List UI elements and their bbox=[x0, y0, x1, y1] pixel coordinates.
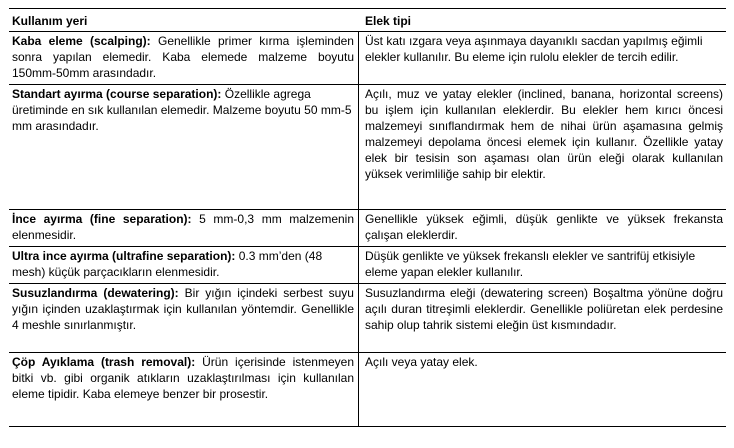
usage-cell bbox=[9, 32, 359, 84]
usage-desc: Genellikle primer kırma işleminden sonra yapılan elemedir. Kaba elemede malzeme boyutu 150mm-50mm arasındadır. bbox=[12, 34, 354, 80]
usage-term: Çöp Ayıklama (trash removal): bbox=[12, 355, 196, 369]
table-row bbox=[9, 284, 726, 353]
usage-desc: 5 mm-0,3 mm malzemenin elenmesidir. bbox=[12, 212, 355, 242]
usage-desc: Ürün içerisinde istenmeyen bitki vb. gibi organik atıkların uzaklaştırılması için kullanılan eleme tipidir. Kaba elemeye benzer bir prosestir. bbox=[12, 355, 354, 401]
usage-cell bbox=[9, 353, 359, 426]
sieve-cell: Açılı veya yatay elek. bbox=[365, 355, 478, 369]
usage-desc: Özellikle agrega üretiminde en sık kullanılan elemedir. Malzeme boyutu 50 mm-5 mm arasındadır. bbox=[12, 87, 352, 133]
usage-cell bbox=[9, 85, 359, 209]
table-row bbox=[9, 353, 726, 427]
table-row bbox=[9, 85, 726, 210]
usage-term: Kaba eleme (scalping): bbox=[12, 34, 151, 48]
usage-desc: 0.3 mm’den (48 mesh) küçük parçacıkların elenmesidir. bbox=[12, 249, 323, 279]
sieve-cell: Genellikle yüksek eğimli, düşük genlikte ve yüksek frekansta çalışan eleklerdir. bbox=[365, 212, 723, 242]
sieve-cell: Düşük genlikte ve yüksek frekanslı elekler ve santrifüj etkisiyle eleme yapan elekler kullanılır. bbox=[365, 249, 696, 279]
usage-term: Standart ayırma (course separation): bbox=[12, 87, 222, 101]
usage-cell bbox=[9, 247, 359, 283]
usage-desc: Bir yığın içindeki serbest suyu yığın içinden uzaklaştırmak için kullanılan yöntemdir. Genellikle 4 meshle sınırlanmıştır. bbox=[12, 286, 354, 332]
table-row bbox=[9, 32, 726, 85]
usage-cell bbox=[9, 210, 359, 246]
usage-cell bbox=[9, 284, 359, 352]
sieve-cell: Susuzlandırma eleği (dewatering screen) Boşaltma yönüne doğru açılı duran titreşimli eleklerdir. Genellikle poliüretan elek perdesine sahip olup tahrik sistemi eleğin üst kısmındadır. bbox=[365, 286, 723, 332]
sieve-usage-table bbox=[9, 8, 726, 427]
table-row bbox=[9, 210, 726, 247]
sieve-cell: Üst katı ızgara veya aşınmaya dayanıklı sacdan yapılmış eğimli elekler kullanılır. Bu eleme için rulolu elekler de tercih edilir. bbox=[365, 34, 703, 64]
header-sieve-type: Elek tipi bbox=[365, 13, 412, 28]
usage-term: İnce ayırma (fine separation): bbox=[12, 212, 192, 226]
table-row bbox=[9, 247, 726, 284]
usage-term: Susuzlandırma (dewatering): bbox=[12, 286, 179, 300]
usage-term: Ultra ince ayırma (ultrafine separation): bbox=[12, 249, 236, 263]
table-header bbox=[9, 8, 726, 32]
header-usage-area: Kullanım yeri bbox=[12, 13, 88, 28]
sieve-cell: Açılı, muz ve yatay elekler (inclined, banana, horizontal screens) bu işlem için kullanılan eleklerdir. Bu elekler hem kırıcı öncesi malzemeyi sınıflandırmak hem de nihai ürün aşamasına gelmiş malzemeyi depolama öncesi elemek için kullanır. Özellikle yatay elek bir tesisin son aşaması olan ürün eleği olarak kullanılan yüksek verimliliğe sahip bir elektir. bbox=[365, 87, 723, 181]
